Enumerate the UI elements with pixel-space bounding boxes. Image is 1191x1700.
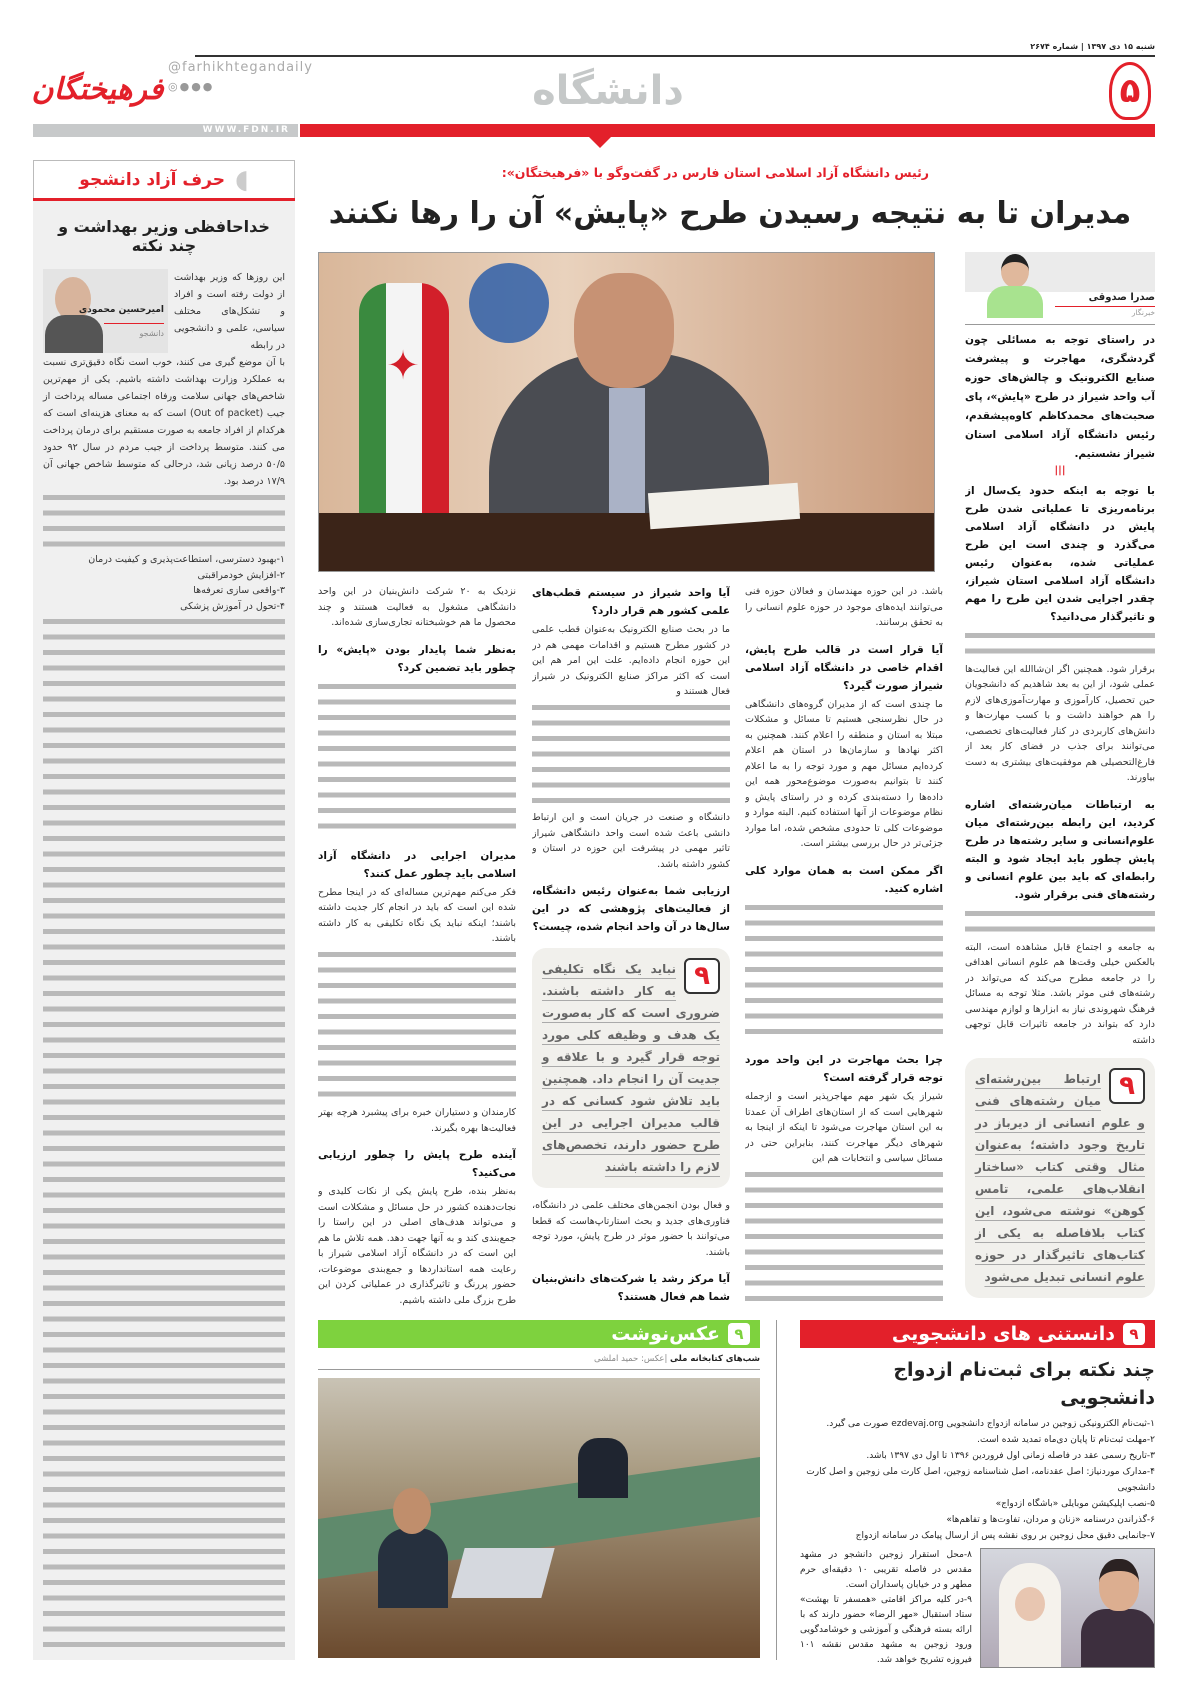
text-lines bbox=[43, 614, 285, 1650]
question: ارزیابی شما به‌عنوان رئیس دانشگاه، از فعالیت‌های پژوهشی که در این سال‌ها در آن واحد انجام شده، چیست؟ bbox=[532, 885, 730, 933]
tip-item: ۶-گذراندن درسنامه «زنان و مردان، تفاوت‌ها و تفاهم‌ها» bbox=[946, 1515, 1155, 1525]
text-lines bbox=[745, 1167, 943, 1309]
right-column bbox=[965, 252, 1155, 1308]
library-photo bbox=[318, 1378, 760, 1658]
top-rule bbox=[195, 55, 1155, 57]
answer-text: باشد. در این حوزه مهندسان و فعالان حوزه فنی می‌توانند ایده‌های موجود در حوزه علوم انسانی را به تحقق برسانند. bbox=[745, 586, 943, 628]
photo-section-title: عکس‌نوشت bbox=[611, 1323, 720, 1345]
tips-body bbox=[800, 1356, 1155, 1668]
tip-item: ۸-محل استقرار زوجین دانشجو در مشهد مقدس در فاصله تقریبی ۱۰ دقیقه‌ای حرم مطهر و در خیابان پاسداران است. bbox=[800, 1550, 972, 1590]
column-title: حرف آزاد دانشجو bbox=[79, 169, 226, 190]
answer-text: ما در بحث صنایع الکترونیک به‌عنوان قطب علمی در کشور مطرح هستیم و اقدامات مهمی هم در این حوزه انجام داده‌ایم. علت این امر هم این است که اکثر مراکز صنایع الکترونیک در شیراز فعال هستند و bbox=[532, 624, 730, 697]
question: اگر ممکن است به همان موارد کلی اشاره کنید. bbox=[745, 864, 943, 895]
reporter-box bbox=[965, 252, 1155, 318]
tip-item: ۴-مدارک موردنیاز: اصل عقدنامه، اصل شناسنامه زوجین، اصل کارت ملی زوجین و اصل کارت دانشجویی bbox=[806, 1467, 1155, 1493]
tip-item: ۱-ثبت‌نام الکترونیکی زوجین در سامانه ازدواج دانشجویی ezdevaj.org صورت می گیرد. bbox=[826, 1419, 1155, 1429]
quote-icon: ٩ bbox=[1109, 1068, 1145, 1104]
question: مدیران اجرایی در دانشگاه آزاد اسلامی باید چطور عمل کنند؟ bbox=[318, 849, 516, 880]
website-bar: WWW.FDN.IR bbox=[33, 124, 298, 137]
sidebar-list-item: ۲-افزایش خودمراقبتی bbox=[197, 569, 285, 581]
answer-text: فکر می‌کنم مهم‌ترین مساله‌ای که در اینجا مطرح شده این است که باید در انجام کار جدیت داشته باشند؛ اینکه نباید یک نگاه تکلیفی به کار داشته باشند. bbox=[318, 886, 516, 945]
question: چرا بحث مهاجرت در این واحد مورد توجه قرار گرفته است؟ bbox=[745, 1054, 943, 1084]
answer-text: به جامعه و اجتماع قابل مشاهده است، البته بالعکس خیلی وقت‌ها هم علوم انسانی اهدافی را در جامعه مطرح می‌کند که می‌تواند در رشته‌های فنی موثر باشد. مثلا توجه به مسائل فرهنگ شهروندی نیاز به ابزارها و لوازم مهندسی دارد که بتواند در جامعه تاثیرات قابل توجهی داشته bbox=[965, 941, 1155, 1046]
question: آیا قرار است در قالب طرح پایش، اقدام خاصی در دانشگاه آزاد اسلامی شیراز صورت گیرد؟ bbox=[745, 643, 943, 692]
sidebar-list-item: ۳-واقعی سازی تعرفه‌ها bbox=[193, 585, 285, 596]
author-role: دانشجو bbox=[139, 329, 164, 338]
photo-section-header bbox=[318, 1320, 760, 1348]
tip-item: ۳-تاریخ رسمی عقد در فاصله زمانی اول فروردین ۱۳۹۶ تا اول دی ۱۳۹۷ باشد. bbox=[866, 1451, 1155, 1461]
question: با توجه به اینکه حدود یک‌سال از برنامه‌ریزی تا عملیاتی شدن طرح پایش در دانشگاه آزاد اسلامی می‌گذرد و چندی است این طرح عملیاتی شده، به‌عنوان رئیس دانشگاه آزاد اسلامی استان شیراز، چقدر اجرایی شدن این طرح را مهم و تاثیرگذار می‌دانید؟ bbox=[965, 485, 1155, 623]
answer-text: به‌نظر بنده، طرح پایش یکی از نکات کلیدی و نجات‌دهنده کشور در حل مسائل و مشکلات است و می‌تواند هدف‌های اصلی در این راستا را جمع‌بندی کند و به آنها جهت دهد. همه تلاش ما هم این است که در دانشگاه آزاد اسلامی شیراز با رعایت همه استانداردها و جمع‌بندی موضوعات، حضور پررنگ و تاثیرگذاری در عملیاتی کردن این طرح بزرگ ملی داشته باشیم. bbox=[318, 1186, 516, 1306]
couple-photo bbox=[980, 1548, 1155, 1668]
tips-section-header bbox=[800, 1320, 1155, 1348]
sidebar-list-item: ۴-تحول در آموزش پزشکی bbox=[180, 600, 285, 612]
text-lines bbox=[318, 679, 516, 837]
pull-quote bbox=[532, 948, 730, 1188]
article-column-c bbox=[318, 584, 516, 1308]
answer-text: و فعال بودن انجمن‌های مختلف علمی در دانشگاه، فناوری‌های جدید و بحث استارتاپ‌هاست که قطعا می‌توانند با حضور موثر در طرح پایش، مورد توجه باشند. bbox=[532, 1200, 730, 1258]
column-icon: ◖ bbox=[235, 164, 249, 195]
question: به ارتباطات میان‌رشته‌ای اشاره کردید، این رابطه بین‌رشته‌ای میان علوم‌انسانی و سایر رشته‌ها در طرح پایش چطور باید ایجاد شود و البته رابطه‌ای که باید بین علوم انسانی و رشته‌های فنی برقرار شود. bbox=[965, 798, 1155, 901]
answer-text: دانشگاه و صنعت در جریان است و این ارتباط دانشی باعث شده است واحد دانشگاهی شیراز تاثیر مهمی در پیشرفت این حوزه در استان و کشور داشته باشد. bbox=[532, 812, 730, 870]
answer-text: برقرار شود. همچنین اگر ان‌شاالله این فعالیت‌ها عملی شود، از این به بعد شاهدیم که دانشجویان حین تحصیل، کارآموزی و مهارت‌آموزی‌های لازم را هم خواهند داشت و با کسب مهارت‌ها و دانش‌های کاربردی در کنار فعالیت‌های تخصصی، می‌توانند برای جذب در فضای کار بعد از فارغ‌التحصیلی هم موفقیت‌های بیشتری به دست بیاورند. bbox=[965, 663, 1155, 784]
pull-quote-text: ارتباط بین‌رشته‌ای میان رشته‌های فنی و علوم انسانی از دیرباز در تاریخ وجود داشته؛ به‌عنوان مثال وقتی کتاب «ساختار انقلاب‌های علمی، تامس کوهن» نوشته می‌شود، این کتاب بلافاصله به یکی از کتاب‌های تاثیرگذار در حوزه علوم انسانی تبدیل می‌شود bbox=[975, 1072, 1145, 1284]
tips-headline: چند نکته برای ثبت‌نام ازدواج دانشجویی bbox=[893, 1359, 1155, 1409]
sidebar-headline: خداحافظی وزیر بهداشت و چند نکته bbox=[58, 217, 270, 255]
issue-date: شنبه ۱۵ دی ۱۳۹۷ | شماره ۲۶۷۴ bbox=[1030, 42, 1155, 51]
page-number: ۵ bbox=[1109, 62, 1151, 120]
article-kicker: رئیس دانشگاه آزاد اسلامی استان فارس در گفت‌وگو با «فرهیختگان»: bbox=[501, 165, 929, 180]
text-lines bbox=[532, 700, 730, 811]
tips-list bbox=[800, 1416, 1155, 1544]
tip-item: ۹-در کلیه مراکز اقامتی «همسفر تا بهشت» ستاد استقبال «مهر الرضا» حضور دارند که با ارائه بسته فرهنگی و آموزشی و خوشامدگویی ورود زوجین به مشهد مقدس نقشه ۱۰۱ فیروزه تشریح خواهد شد. bbox=[800, 1595, 972, 1665]
tips-side-list bbox=[800, 1548, 972, 1668]
answer-text: ما چندی است که از مدیران گروه‌های دانشگاهی در حال نظرسنجی هستیم تا مسائل و مشکلات مبتلا به استان و منطقه را اعلام کنند. همچنین به اکثر نهادها و سازمان‌ها در استان هم اعلام کرده‌ایم مسائل مهم و مورد توجه را به ما اعلام کنند تا بتوانیم به‌صورت موضوع‌محور همه این داده‌ها را دسته‌بندی کرده و در راستای پایش و نظام موضوعات از آنها استفاده کنیم. البته موارد و موضوعات کلی تا حدودی مشخص شده، اما موارد جزئی‌تر در حال بررسی بیشتر است. bbox=[745, 698, 943, 849]
quote-icon: ٩ bbox=[684, 958, 720, 994]
question: آینده طرح پایش را چطور ارزیابی می‌کنید؟ bbox=[318, 1149, 516, 1179]
separator: ||| bbox=[1054, 465, 1066, 476]
tip-item: ۲-مهلت ثبت‌نام تا پایان دی‌ماه تمدید شده است. bbox=[977, 1435, 1155, 1445]
photo-caption bbox=[318, 1354, 760, 1370]
article-headline: مدیران تا به نتیجه رسیدن طرح «پایش» آن را رها نکنند bbox=[328, 196, 1132, 231]
header-notch bbox=[588, 136, 612, 148]
question: آیا واحد شیراز در سیستم قطب‌های علمی کشور هم قرار دارد؟ bbox=[532, 587, 730, 617]
question: به‌نظر شما پایدار بودن «پایش» را چطور باید تضمین کرد؟ bbox=[318, 643, 516, 674]
section-divider bbox=[776, 1320, 777, 1660]
pull-quote-text: نباید یک نگاه تکلیفی به کار داشته باشند. ضروری است که کار به‌صورت یک هدف و وظیفه کلی مورد توجه قرار گیرد و با علاقه و جدیت آن را انجام داد. همچنین باید تلاش شود کسانی که در قالب مدیران اجرایی در این طرح حضور دارند، تخصص‌های لازم را داشته باشند bbox=[542, 962, 720, 1174]
section-title: دانشگاه bbox=[532, 68, 684, 114]
article-column-a bbox=[745, 584, 943, 1308]
text-lines bbox=[745, 900, 943, 1042]
author-name: امیرحسین محمودی bbox=[78, 305, 164, 315]
reporter-name: صدرا صدوقی bbox=[1088, 292, 1155, 303]
text-lines bbox=[318, 947, 516, 1105]
text-lines bbox=[43, 490, 285, 552]
sidebar-intro: این روزها که وزیر بهداشت از دولت رفته است و افراد و تشکل‌های مختلف سیاسی، علمی و دانشجویی در رابطه bbox=[174, 272, 285, 351]
reporter-photo bbox=[985, 252, 1045, 318]
author-photo bbox=[43, 269, 168, 353]
caption-title: شب‌های کتابخانه ملی bbox=[670, 1354, 760, 1364]
section-icon: ٩ bbox=[728, 1323, 750, 1345]
article-column-b bbox=[532, 584, 730, 1308]
answer-text: شیراز یک شهر مهم مهاجرپذیر است و ازجمله شهرهایی است که از استان‌های اطراف آن عمدتا به این استان مهاجرت می‌شود تا اینکه از اینجا به شهرهای دیگر مهاجرت کنند، بنابراین حتی در مسائل سیاسی و انتخابات هم این bbox=[745, 1091, 943, 1164]
article-lead: در راستای توجه به مسائلی چون گردشگری، مهاجرت و پیشرفت صنایع الکترونیک و چالش‌های حوزه آب واحد شیراز در طرح «پایش»، پای صحبت‌های محمدکاظم کاوه‌پیشقدم، رئیس دانشگاه آزاد اسلامی استان شیراز نشستیم. bbox=[965, 334, 1155, 460]
tip-item: ۷-جانمایی دقیق محل زوجین بر روی نقشه پس از ارسال پیامک در سامانه ازدواج bbox=[855, 1531, 1155, 1541]
text-lines bbox=[965, 906, 1155, 940]
photo-credit: |عکس: حمید املشی bbox=[594, 1354, 668, 1364]
tips-section-title: دانستنی های دانشجویی bbox=[891, 1323, 1115, 1345]
reporter-role: خبرنگار bbox=[1131, 308, 1155, 317]
text-lines bbox=[965, 628, 1155, 662]
question: آیا مرکز رشد یا شرکت‌های دانش‌بنیان شما هم فعال هستند؟ bbox=[532, 1273, 730, 1303]
header-red-bar bbox=[300, 124, 1155, 137]
sidebar bbox=[33, 160, 295, 1660]
social-icons: ◎●●● bbox=[168, 80, 215, 93]
section-icon: ٩ bbox=[1123, 1323, 1145, 1345]
sidebar-body: با آن موضع گیری می کنند، خوب است نگاه دقیق‌تری نسبت به عملکرد وزارت بهداشت داشته باشیم. یکی از مهم‌ترین شاخص‌های جهانی سلامت ورفاه اجتماعی مساله پرداخت از جیب (Out of packet) است که به معنای هزینه‌ای است که هرکدام از افراد جامعه به صورت مستقیم برای درمان پرداخت می کنند. متوسط پرداخت از جیب مردم در سال ۹۲ حدود ۵۰/۵ درصد زیانی شد، درحالی که متوسط شاخص جهانی آن ۱۷/۹ درصد بود. bbox=[43, 357, 286, 487]
social-handle: @farhikhtegandaily bbox=[168, 60, 313, 75]
logo[interactable]: فرهیختگان bbox=[31, 72, 164, 107]
answer-text: کارمندان و دستیاران خبره برای پیشبرد هرچه بهتر فعالیت‌ها بهره بگیرند. bbox=[318, 1107, 516, 1134]
sidebar-list-item: ۱-بهبود دسترسی، استطاعت‌پذیری و کیفیت درمان bbox=[88, 554, 285, 565]
tip-item: ۵-نصب اپلیکیشن موبایلی «باشگاه ازدواج» bbox=[995, 1499, 1155, 1509]
pull-quote bbox=[965, 1058, 1155, 1298]
answer-text: نزدیک به ۲۰ شرکت دانش‌بنیان در این واحد دانشگاهی مشغول به فعالیت هستند و چند محصول ما هم خوشبختانه تجاری‌سازی شده‌اند. bbox=[318, 586, 516, 628]
article-photo: ✦ bbox=[318, 252, 935, 572]
